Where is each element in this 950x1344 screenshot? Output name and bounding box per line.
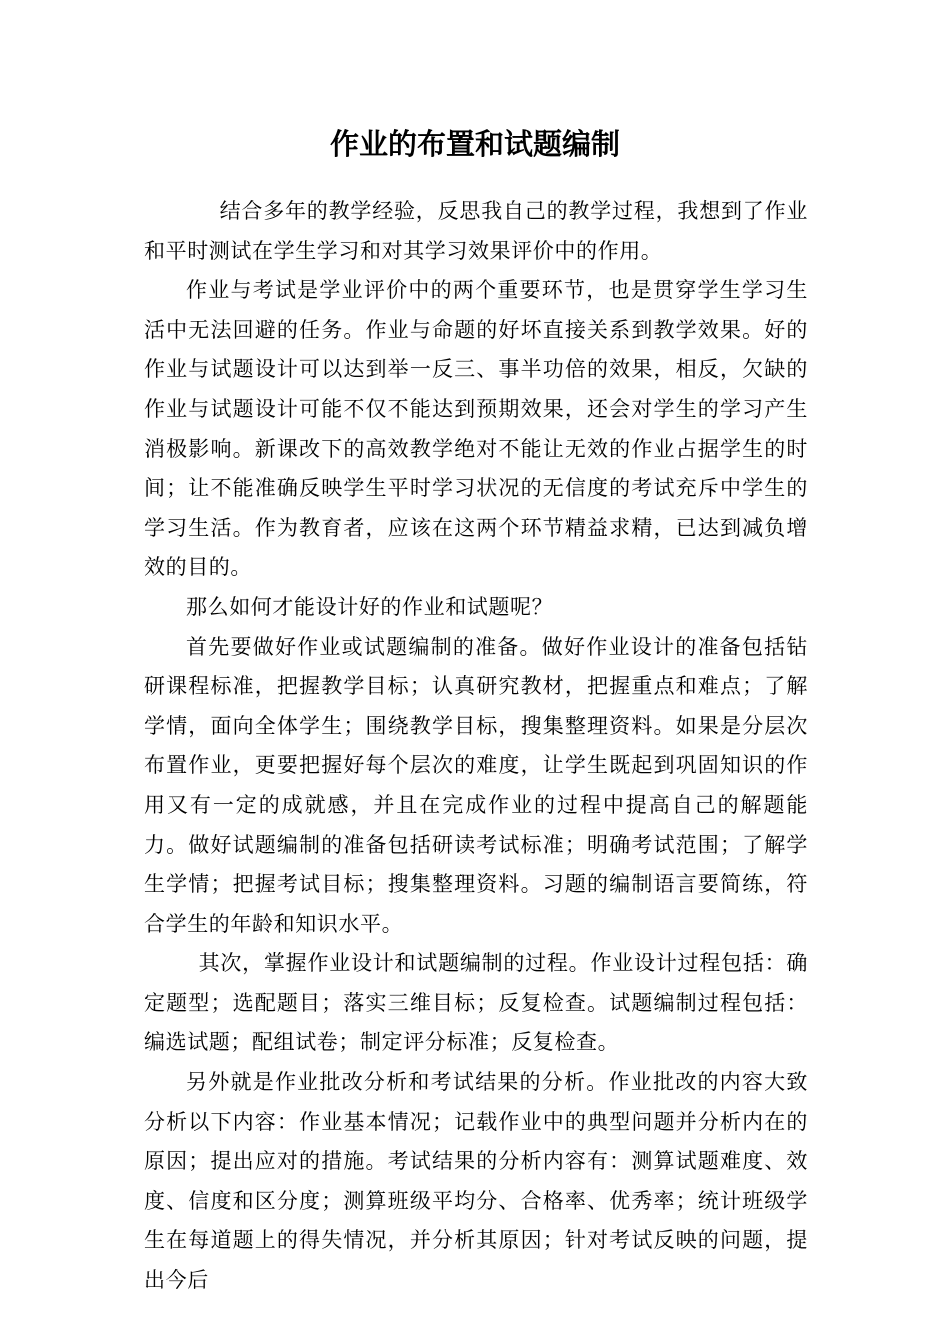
paragraph-importance: 作业与考试是学业评价中的两个重要环节，也是贯穿学生学习生活中无法回避的任务。作业与命题的好坏直接关系到教学效果。好的作业与试题设计可以达到举一反三、事半功倍的效果，相反，欠缺的作业与试题设计可能不仅不能达到预期效果，还会对学生的学习产生消极影响。新课改下的高效教学绝对不能让无效的作业占据学生的时间；让不能准确反映学生平时学习状况的无信度的考试充斥中学生的学习生活。作为教育者，应该在这两个环节精益求精，已达到减负增效的目的。 xyxy=(144,278,808,580)
paragraph-analysis: 另外就是作业批改分析和考试结果的分析。作业批改的内容大致分析以下内容：作业基本情况；记载作业中的典型问题并分析内在的原因；提出应对的措施。考试结果的分析内容有：测算试题难度、效度、信度和区分度；测算班级平均分、合格率、优秀率；统计班级学生在每道题上的得失情况，并分析其原因；针对考试反映的问题，提出今后 xyxy=(144,1070,808,1293)
paragraph-question: 那么如何才能设计好的作业和试题呢？ xyxy=(186,594,554,619)
paragraph-process: 其次，掌握作业设计和试题编制的过程。作业设计过程包括：确定题型；选配题目；落实三维目标；反复检查。试题编制过程包括：编选试题；配组试卷；制定评分标准；反复检查。 xyxy=(144,951,808,1055)
document-title: 作业的布置和试题编制 xyxy=(329,127,620,161)
paragraph-preparation: 首先要做好作业或试题编制的准备。做好作业设计的准备包括钻研课程标准，把握教学目标；认真研究教材，把握重点和难点；了解学情，面向全体学生；围绕教学目标，搜集整理资料。如果是分层次布置作业，更要把握好每个层次的难度，让学生既起到巩固知识的作用又有一定的成就感，并且在完成作业的过程中提高自己的解题能力。做好试题编制的准备包括研读考试标准；明确考试范围；了解学生学情；把握考试目标；搜集整理资料。习题的编制语言要简练，符合学生的年龄和知识水平。 xyxy=(144,634,808,936)
paragraph-intro: 结合多年的教学经验，反思我自己的教学过程，我想到了作业和平时测试在学生学习和对其学习效果评价中的作用。 xyxy=(144,199,808,263)
document-body xyxy=(144,192,808,1301)
